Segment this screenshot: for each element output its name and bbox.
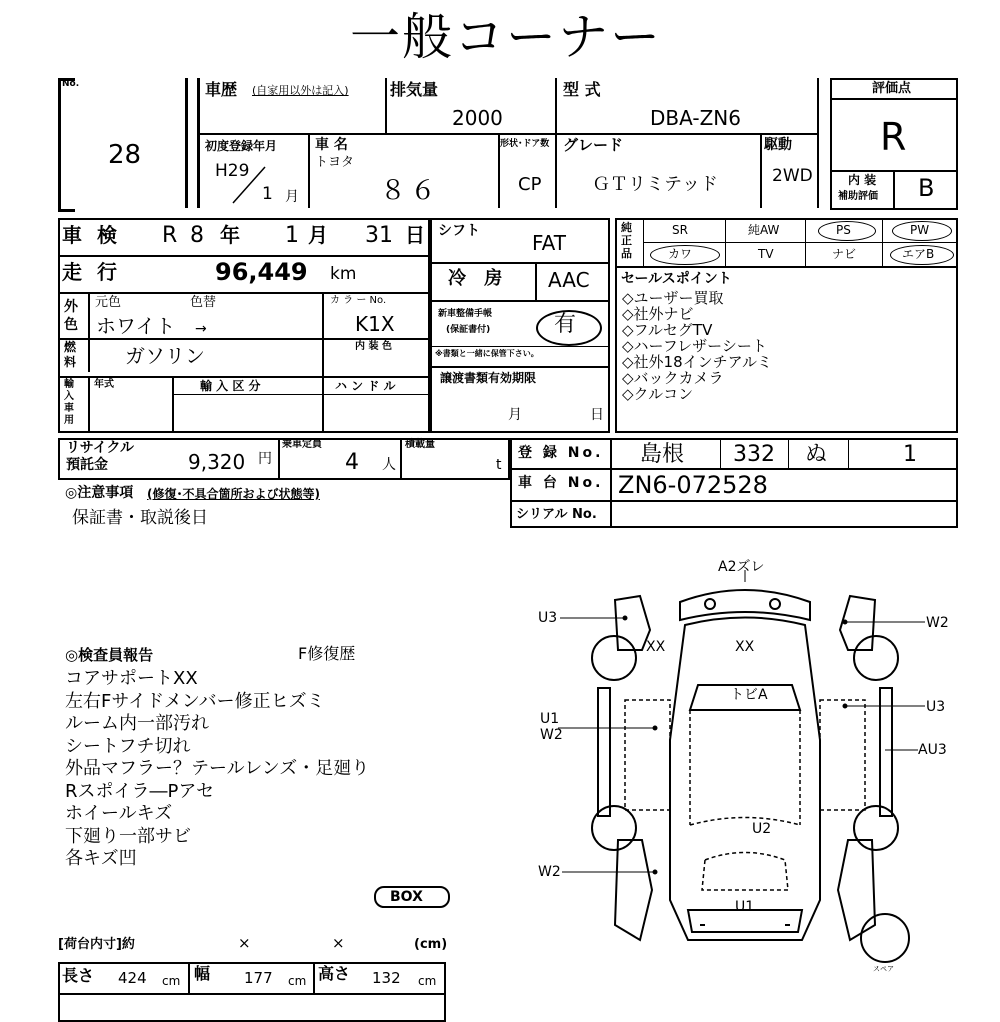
rear-window [702,853,788,891]
registration-class: 332 [733,442,775,467]
box-label: BOX [390,889,423,905]
model-label: 型 式 [563,80,601,99]
inspector-lines [65,668,369,871]
wheel-front-left [592,636,636,680]
manual-note: ※書類と一緒に保管下さい。 [435,349,539,358]
interior-color-label: 内 装 色 [355,341,392,352]
recycle-unit: 円 [258,451,272,467]
inspector-line: 下廻り一部サビ [65,825,191,847]
diagram-label-left1: U1 [540,711,560,727]
height-label: 高さ [318,964,351,983]
grade-label: グレード [563,136,624,154]
color-code: K1X [355,312,395,336]
cargo-x1: × [238,934,251,952]
length-value: 424 [118,969,147,987]
inspection-year-unit: 年 [220,223,240,247]
cargo-x2: × [332,934,345,952]
car-name: ８６ [380,176,441,206]
color-orig-label: 元色 [95,295,122,310]
chassis-value: ZN6-072528 [618,471,768,499]
first-reg-month-unit: 月 [285,189,299,205]
registration-region: 島根 [640,442,685,467]
grade-value: ＧＴリミテッド [592,174,718,195]
diagram-label-rear-left: W2 [538,864,561,880]
drive-label: 駆動 [764,137,792,153]
car-body [670,618,820,941]
model-value: DBA-ZN6 [650,106,741,130]
wheel-rear-right [854,806,898,850]
inspection-era: R [162,223,178,248]
capacity-unit: 人 [382,457,396,473]
inspector-line: ホイールキズ [65,803,173,824]
sales-point: ◇バックカメラ [622,369,724,387]
first-reg-month: 1 [262,184,273,204]
shift-label: シフト [438,223,480,239]
cargo-label: [荷台内寸]約 [58,937,135,952]
equip-aw: 純AW [748,223,780,237]
diagram-label-windshield: トビA [730,687,768,703]
front-bumper-hole [705,599,715,609]
registration-number: 1 [903,442,917,467]
car-maker: トヨタ [315,155,355,170]
drive-value: 2WD [772,166,813,186]
history-label: 車歴 [205,80,238,99]
transfer-day: 日 [590,407,604,423]
body-label: 形状･ドア数 [500,139,550,149]
diagram-label-hood: XX [735,639,755,655]
color-code-label: カ ラ ー No. [330,295,387,306]
diagram-label-right2: AU3 [918,742,947,758]
fuel-side-label: 燃 料 [64,340,77,369]
first-reg-label: 初度登録年月 [205,139,278,153]
displacement-label: 排気量 [390,80,439,99]
equipment-side-label: 純 正 品 [621,221,632,260]
inspection-month: 1 [285,223,299,248]
inspector-line: ルーム内一部汚れ [65,713,209,734]
length-label: 長さ [62,966,95,985]
score-value: R [880,115,907,159]
inspection-day: 31 [365,223,393,248]
body-value: CP [518,174,542,195]
color-value: ホワイト [96,314,176,338]
inspector-line: Rスポイラ―Pアセ [65,780,215,802]
diagram-label-spare: スペア [873,965,894,973]
equip-pw: PW [910,223,930,237]
diagram-label-top: A2ズレ [718,559,765,575]
width-unit: cm [288,974,307,988]
sales-point: ◇フルセグTV [622,321,713,339]
shift-value: FAT [532,231,567,255]
height-value: 132 [372,969,401,987]
diagram-label-hood-left: XX [646,639,666,655]
sales-point: ◇ユーザー買取 [622,289,724,307]
sales-points-list [622,290,772,402]
height-unit: cm [418,974,437,988]
equip-ps: PS [836,223,851,237]
ac-label: 冷 房 [448,268,509,289]
inspection-year: 8 [190,223,204,248]
diagram-label-front-left: U3 [538,610,558,626]
right-sill [880,688,892,816]
car-name-label: 車 名 [315,137,348,153]
diagram-label-front-right: W2 [926,615,949,631]
inspection-month-unit: 月 [308,223,328,247]
sales-point: ◇クルコン [622,385,694,403]
diagram-label-right1: U3 [926,699,946,715]
wheel-front-right [854,636,898,680]
interior-value: B [918,174,935,202]
diagram-label-left2: W2 [540,727,563,743]
rear-left-quarter [615,840,652,940]
recycle-value: 9,320 [188,450,246,474]
first-reg-year: H29 [215,161,250,181]
sales-point: ◇社外18インチアルミ [622,353,773,371]
score-label: 評価点 [872,81,912,96]
inspector-line: シートフチ切れ [65,735,191,757]
sales-point: ◇社外ナビ [622,305,694,323]
car-damage-diagram [530,560,970,980]
fuel-value: ガソリン [125,344,205,368]
import-year-label: 年式 [94,379,114,390]
inspector-line: 各キズ凹 [65,848,137,869]
cargo-unit: (cm) [414,937,448,952]
wheel-rear-left [592,806,636,850]
manual-value: 有 [554,312,577,337]
mileage-unit: km [330,264,357,284]
chassis-label: 車 台 No. [518,475,604,491]
rear-right-quarter [838,840,875,940]
capacity-label: 乗車定員 [282,439,322,450]
transfer-label: 譲渡書類有効期限 [440,371,537,385]
notes-text: 保証書・取説後日 [72,508,208,528]
equip-sr: SR [672,223,688,237]
length-unit: cm [162,974,181,988]
equip-tv: TV [758,247,774,261]
mileage-value: 96,449 [215,258,308,286]
ac-value: AAC [548,268,590,292]
import-side-label: 輸 入 車 用 [64,379,74,426]
left-sill [598,688,610,816]
lot-label: No. [62,79,80,89]
front-bumper [680,590,810,620]
mileage-label: 走 行 [62,260,121,284]
interior-sublabel: 補助評価 [838,191,878,202]
inspection-label: 車 検 [62,223,121,247]
front-left-fender [615,596,650,650]
transfer-month: 月 [508,407,522,423]
sales-point: ◇ハーフレザーシート [622,337,767,355]
recycle-label: リサイクル [66,440,135,456]
diagram-label-trunk: U1 [735,899,755,915]
manual-label: 新車整備手帳 [438,309,493,319]
load-unit: t [496,457,502,473]
equip-navi: ナビ [832,247,857,261]
registration-kana: ぬ [805,442,828,467]
inspector-label: ◎検査員報告 [65,646,154,664]
front-bumper-hole [770,599,780,609]
recycle-sublabel: 預託金 [66,457,108,473]
manual-sublabel: (保証書付) [446,325,491,335]
import-type-label: 輸 入 区 分 [200,379,261,393]
load-label: 積載量 [405,439,435,450]
serial-label: シリアル No. [516,507,597,522]
page-title: 一般コーナー [350,8,662,66]
inspector-line: コアサポートXX [65,668,198,689]
lot-number: 28 [108,140,142,170]
inspector-repair: F修復歴 [298,644,356,663]
interior-label: 内 装 [848,173,877,187]
width-label: 幅 [194,964,211,983]
displacement-value: 2000 [452,106,503,130]
spare-wheel [861,914,909,962]
color-arrow: → [195,321,207,337]
inspector-line: 外品マフラー？テールレンズ・足廻り [65,758,370,779]
import-handle-label: ハ ン ド ル [335,379,396,393]
registration-label: 登 録 No. [518,445,604,461]
notes-label: ◎注意事項 [65,485,134,501]
inspection-day-unit: 日 [405,223,425,247]
notes-sub: (修復･不具合箇所および状態等) [147,487,320,501]
inspector-line: 左右Fサイドメンバー修正ヒズミ [65,690,325,712]
lot-bracket [58,78,75,212]
diagram-label-rear-center: U2 [752,821,772,837]
sales-points-label: セールスポイント [621,271,732,287]
color-change-label: 色替 [190,295,217,310]
width-value: 177 [244,969,273,987]
capacity-value: 4 [345,450,359,475]
color-side-label: 外 色 [64,299,78,333]
equip-leather: カワ [668,247,693,261]
history-note: (自家用以外は記入) [252,84,349,97]
equip-airbag: エアB [902,247,935,261]
